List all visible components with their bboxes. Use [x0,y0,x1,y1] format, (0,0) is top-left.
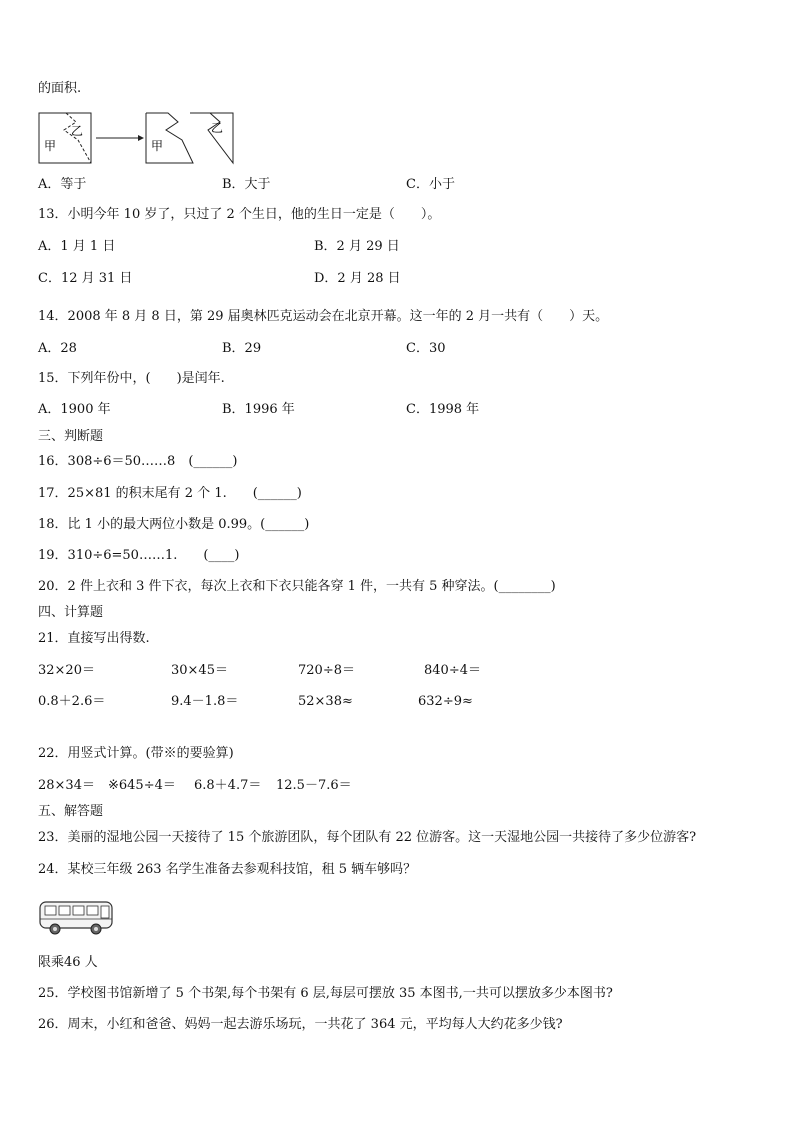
jia-label-1: 甲 [44,139,57,153]
calc-3: 720÷8＝ [298,663,355,678]
q15-option-b: B．1996 年 [222,402,295,417]
calc-4: 840÷4＝ [424,663,481,678]
calc-8: 632÷9≈ [418,694,473,709]
calc-1: 32×20＝ [38,663,95,678]
vertical-calc-3: 6.8＋4.7＝ [194,778,262,793]
q14-option-b: B．29 [222,341,262,356]
q13-option-c: C．12 月 31 日 [38,271,133,286]
q15-option-c: C．1998 年 [406,402,480,417]
calc-7: 52×38≈ [298,694,353,709]
q26-text: 26．周末，小红和爸爸、妈妈一起去游乐场玩，一共花了 364 元，平均每人大约花多少钱? [38,1017,563,1032]
vertical-calc-1: 28×34＝ [38,778,95,793]
q13-option-d: D．2 月 28 日 [314,271,401,286]
top-text: 的面积. [38,81,82,96]
q12-option-b: B．大于 [222,177,271,192]
q13-option-b: B．2 月 29 日 [314,239,400,254]
area-figure [38,108,238,166]
q14-option-a: A．28 [38,341,77,356]
q15-option-a: A．1900 年 [38,402,111,417]
calc-2: 30×45＝ [171,663,228,678]
q19-text: 19．310÷6=50……1. (____) [38,548,240,563]
q14-text: 14．2008 年 8 月 8 日，第 29 届奥林匹克运动会在北京开幕。这一年的 2 月一共有（ ）天。 [38,309,609,324]
yi-label-1: 乙 [71,124,84,138]
q13-text: 13．小明今年 10 岁了，只过了 2 个生日，他的生日一定是（ ）。 [38,207,441,222]
q12-option-a: A．等于 [38,177,87,192]
q23-text: 23．美丽的湿地公园一天接待了 15 个旅游团队，每个团队有 22 位游客。这一天湿地公园一共接待了多少位游客? [38,830,697,845]
section-3-title: 三、判断题 [38,429,104,444]
section-4-title: 四、计算题 [38,605,104,620]
vertical-calc-4: 12.5－7.6＝ [276,778,352,793]
section-5-title: 五、解答题 [38,804,104,819]
q22-text: 22．用竖式计算。(带※的要验算) [38,746,234,761]
q16-text: 16．308÷6＝50……8 (______) [38,454,238,469]
q14-option-c: C．30 [406,341,446,356]
yi-label-2: 乙 [211,121,224,135]
calc-5: 0.8＋2.6＝ [38,694,106,709]
q12-option-c: C．小于 [406,177,455,192]
q21-text: 21．直接写出得数. [38,631,150,646]
q13-option-a: A．1 月 1 日 [38,239,116,254]
q17-text: 17．25×81 的积末尾有 2 个 1. (______) [38,486,302,501]
bus-caption: 限乘46 人 [38,955,98,970]
q20-text: 20．2 件上衣和 3 件下衣，每次上衣和下衣只能各穿 1 件，一共有 5 种穿法。(________) [38,579,556,594]
q24-text: 24．某校三年级 263 名学生准备去参观科技馆，租 5 辆车够吗？ [38,862,417,877]
vertical-calc-2: ※645÷4＝ [108,778,176,793]
calc-6: 9.4－1.8＝ [171,694,239,709]
q25-text: 25．学校图书馆新增了 5 个书架,每个书架有 6 层,每层可摆放 35 本图书,一共可以摆放多少本图书? [38,986,613,1001]
jia-label-2: 甲 [151,139,164,153]
q18-text: 18．比 1 小的最大两位小数是 0.99。(______) [38,517,310,532]
bus-icon [38,898,116,938]
q15-text: 15．下列年份中，( )是闰年. [38,371,225,386]
